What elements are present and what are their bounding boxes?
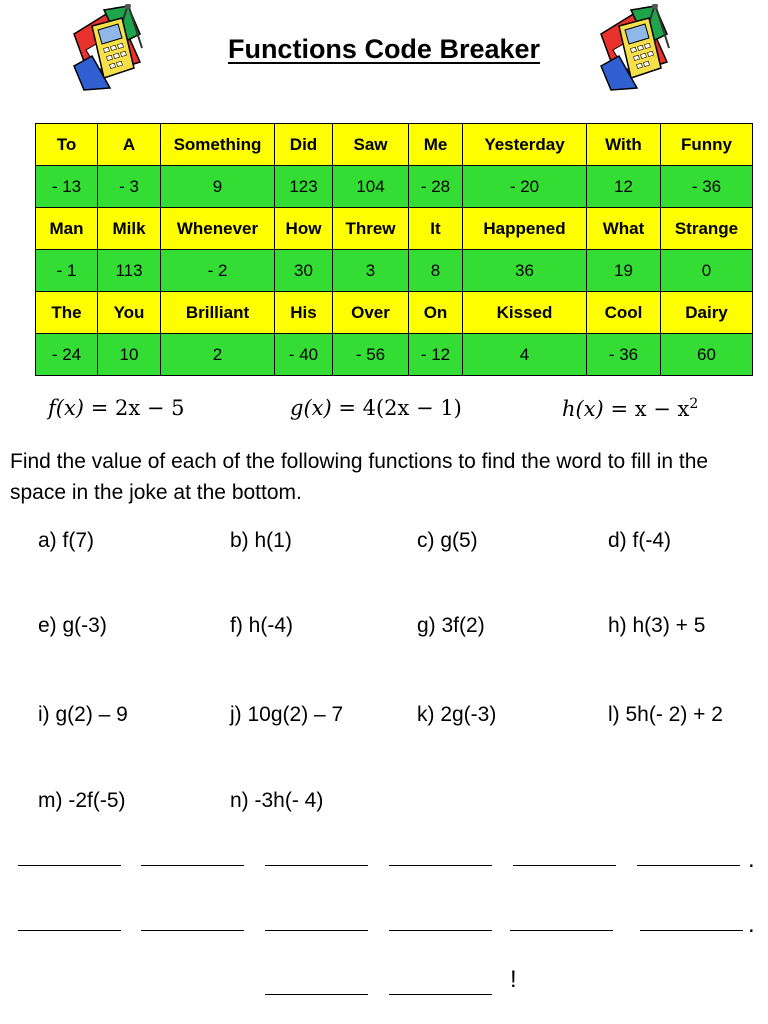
answer-blank[interactable]: [389, 930, 492, 931]
word-cell: It: [409, 208, 463, 250]
question-item: d) f(-4): [608, 529, 671, 552]
question-item: j) 10g(2) – 7: [230, 703, 344, 726]
word-cell: Dairy: [661, 292, 753, 334]
value-cell: 30: [275, 250, 333, 292]
word-cell: Milk: [98, 208, 161, 250]
question-item: a) f(7): [38, 529, 95, 552]
value-cell: 2: [161, 334, 275, 376]
question-item: m) -2f(-5): [38, 789, 126, 812]
answer-blank[interactable]: [265, 994, 368, 995]
value-cell: - 40: [275, 334, 333, 376]
value-cell: 10: [98, 334, 161, 376]
value-cell: 19: [587, 250, 661, 292]
value-cell: - 20: [463, 166, 587, 208]
word-row: [36, 292, 753, 334]
answer-blank[interactable]: [265, 930, 368, 931]
word-cell: Something: [161, 124, 275, 166]
question-item: n) -3h(- 4): [230, 789, 324, 812]
word-cell: Cool: [587, 292, 661, 334]
word-cell: Funny: [661, 124, 753, 166]
answer-blank[interactable]: [510, 930, 613, 931]
word-cell: Saw: [333, 124, 409, 166]
question-item: b) h(1): [230, 529, 292, 552]
value-cell: 0: [661, 250, 753, 292]
value-cell: 104: [333, 166, 409, 208]
value-cell: 8: [409, 250, 463, 292]
sentence-punctuation: !: [510, 966, 517, 993]
page-title: Functions Code Breaker: [227, 34, 541, 64]
formula-h: $h(x) = x - x^2$: [562, 396, 699, 421]
formula-f: f(x) = 2x − 5: [48, 396, 185, 420]
word-cell: To: [36, 124, 98, 166]
value-cell: 36: [463, 250, 587, 292]
word-row: [36, 208, 753, 250]
answer-blank[interactable]: [389, 865, 492, 866]
question-item: h) h(3) + 5: [608, 614, 706, 637]
value-cell: 123: [275, 166, 333, 208]
value-cell: 4: [463, 334, 587, 376]
word-cell: Brilliant: [161, 292, 275, 334]
word-cell: His: [275, 292, 333, 334]
word-cell: Over: [333, 292, 409, 334]
formula-g: g(x) = 4(2x − 1): [290, 396, 462, 420]
value-cell: 113: [98, 250, 161, 292]
word-cell: Man: [36, 208, 98, 250]
code-table: [35, 123, 753, 376]
word-cell: You: [98, 292, 161, 334]
instructions: Find the value of each of the following functions to find the word to fill in the space in the joke at the bottom.: [10, 450, 709, 504]
value-cell: - 1: [36, 250, 98, 292]
sentence-punctuation: .: [748, 846, 755, 873]
value-cell: - 28: [409, 166, 463, 208]
word-cell: Yesterday: [463, 124, 587, 166]
question-item: e) g(-3): [38, 614, 107, 637]
question-item: i) g(2) – 9: [38, 703, 128, 726]
word-cell: On: [409, 292, 463, 334]
answer-blank[interactable]: [265, 865, 368, 866]
word-cell: What: [587, 208, 661, 250]
answer-blank[interactable]: [640, 930, 743, 931]
answer-blank[interactable]: [141, 865, 244, 866]
word-cell: Whenever: [161, 208, 275, 250]
value-cell: - 56: [333, 334, 409, 376]
answer-blank[interactable]: [513, 865, 616, 866]
value-cell: 3: [333, 250, 409, 292]
word-cell: The: [36, 292, 98, 334]
value-cell: - 13: [36, 166, 98, 208]
value-row: [36, 334, 753, 376]
value-cell: - 2: [161, 250, 275, 292]
word-cell: Kissed: [463, 292, 587, 334]
question-item: c) g(5): [417, 529, 478, 552]
value-row: [36, 250, 753, 292]
question-item: k) 2g(-3): [417, 703, 497, 726]
value-cell: - 12: [409, 334, 463, 376]
value-cell: - 3: [98, 166, 161, 208]
value-cell: 12: [587, 166, 661, 208]
word-cell: Me: [409, 124, 463, 166]
answer-blank[interactable]: [389, 994, 492, 995]
value-row: [36, 166, 753, 208]
value-cell: - 36: [661, 166, 753, 208]
word-cell: How: [275, 208, 333, 250]
answer-blank[interactable]: [18, 865, 121, 866]
value-cell: - 36: [587, 334, 661, 376]
word-cell: Did: [275, 124, 333, 166]
value-cell: - 24: [36, 334, 98, 376]
answer-blank[interactable]: [18, 930, 121, 931]
value-cell: 60: [661, 334, 753, 376]
word-cell: Happened: [463, 208, 587, 250]
word-cell: A: [98, 124, 161, 166]
function-definitions: [0, 396, 768, 432]
word-cell: With: [587, 124, 661, 166]
answer-blank[interactable]: [141, 930, 244, 931]
value-cell: 9: [161, 166, 275, 208]
question-item: l) 5h(- 2) + 2: [608, 703, 723, 726]
word-cell: Strange: [661, 208, 753, 250]
word-row: [36, 124, 753, 166]
question-item: f) h(-4): [230, 614, 293, 637]
sentence-punctuation: .: [748, 911, 755, 938]
word-cell: Threw: [333, 208, 409, 250]
answer-blank[interactable]: [637, 865, 740, 866]
question-item: g) 3f(2): [417, 614, 485, 637]
